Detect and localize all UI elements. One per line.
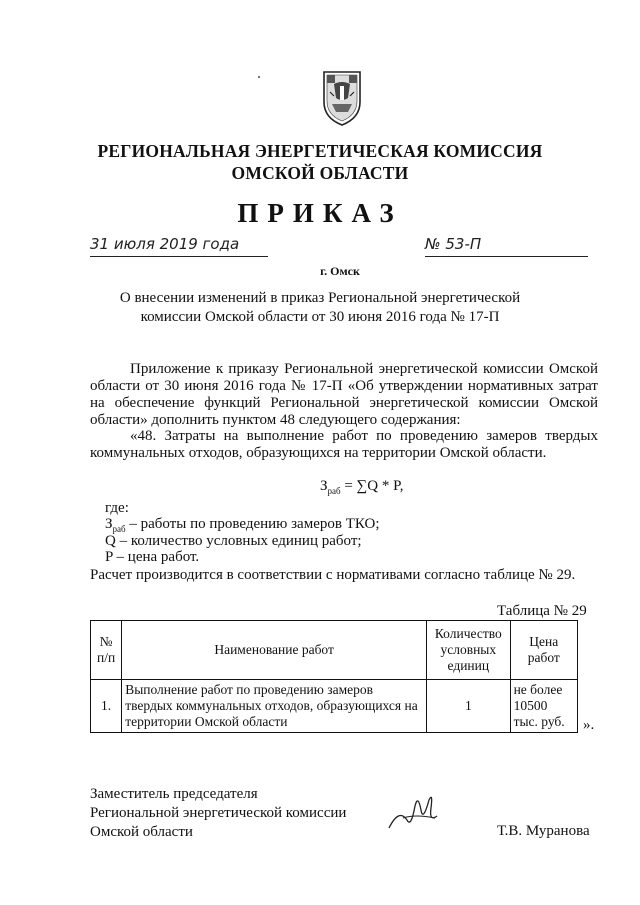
signer-name: Т.В. Муранова [497,823,590,839]
city: г. Омск [320,264,360,278]
signer-position-line3: Омской области [90,824,193,840]
works-table [90,620,578,733]
table-caption: Таблица № 29 [497,603,587,619]
cell-price: не более 10500 тыс. руб. [510,680,577,733]
closing-quote: ». [583,717,595,733]
table-header-row [91,621,578,680]
cell-units: 1 [427,680,511,733]
order-date: 31 июля 2019 года [90,235,240,253]
number-underline [425,256,588,257]
coat-of-arms-icon [318,68,366,128]
scan-speck [258,76,260,78]
document-title: ПРИКАЗ [237,198,403,228]
header-price: Цена работ [510,621,577,680]
table-row [91,680,578,733]
where-label: где: [105,500,129,516]
organization-name-line2: ОМСКОЙ ОБЛАСТИ [231,163,409,183]
header-number: № п/п [91,621,122,680]
definition-q: Q – количество условных единиц работ; [105,533,362,549]
cost-formula: $З_{раб} = \sum Q * P$, [320,478,404,496]
handwritten-signature-icon [385,788,445,838]
calculation-note: Расчет производится в соответствии с нормативами согласно таблице № 29. [90,567,576,583]
definition-z: $З_{раб}$ – работы по проведению замеров ТКО; [105,516,380,534]
order-number: № 53-П [425,235,482,253]
cell-number: 1. [91,680,122,733]
body-paragraph-1: Приложение к приказу Региональной энергетической комиссии Омской области от 30 июня 2016 года № 17-П «Об утверждении нормативных затрат на обеспечение функций Региональной энергетической комиссии Омской области» дополнить пунктом 48 следующего содержания: [90,361,598,428]
header-work-name: Наименование работ [122,621,427,680]
cell-work-name: Выполнение работ по проведению замеров твердых коммунальных отходов, образующихся на территории Омской области [122,680,427,733]
subject-line1: О внесении изменений в приказ Региональной энергетической [119,290,521,306]
signer-position-line1: Заместитель председателя [90,786,258,802]
definition-p: P – цена работ. [105,549,200,565]
organization-name-line1: РЕГИОНАЛЬНАЯ ЭНЕРГЕТИЧЕСКАЯ КОМИССИЯ [97,141,543,161]
body-paragraph-2: «48. Затраты на выполнение работ по проведению замеров твердых коммунальных отходов, образующихся на территории Омской области. [90,428,598,461]
date-underline [90,256,268,257]
header-units: Количество условных единиц [427,621,511,680]
signer-position-line2: Региональной энергетической комиссии [90,805,347,821]
subject-line2: комиссии Омской области от 30 июня 2016 года № 17-П [140,309,500,325]
